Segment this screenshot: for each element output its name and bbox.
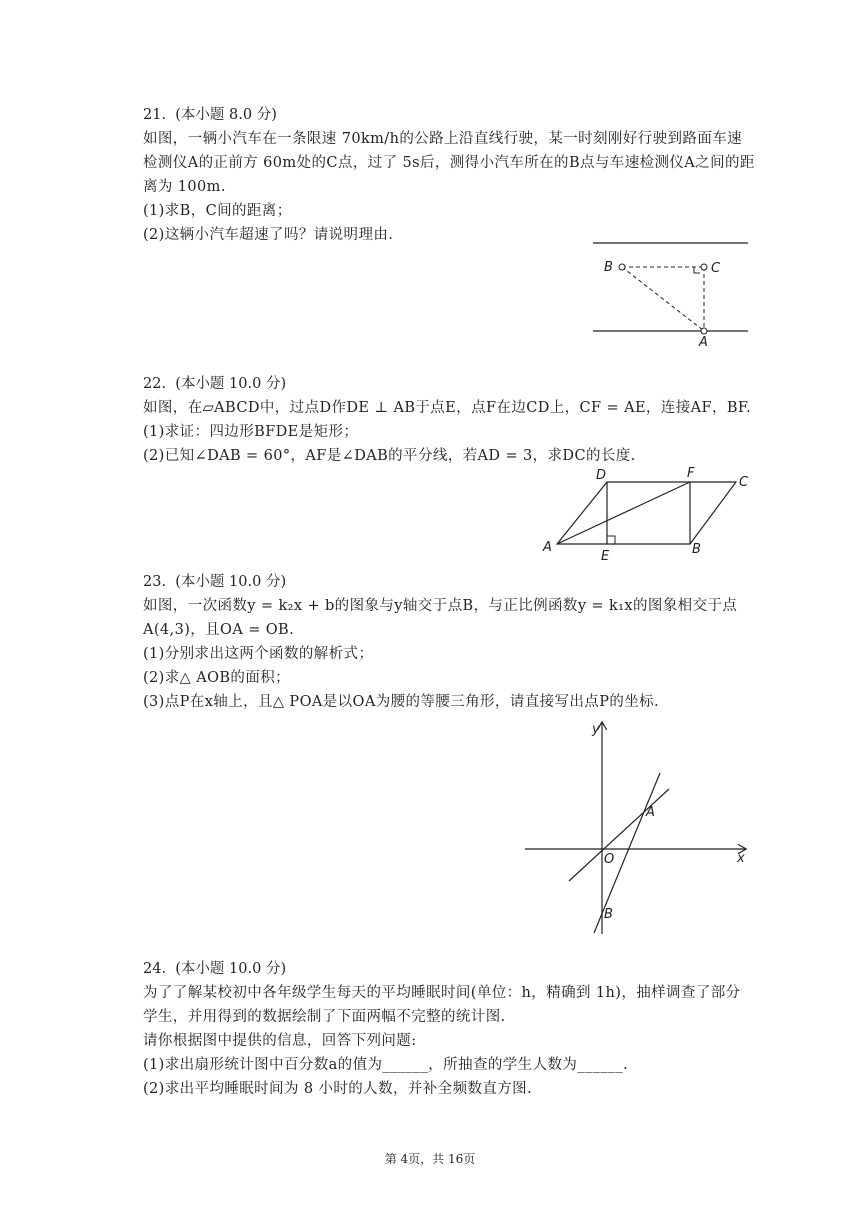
problem-24	[143, 957, 753, 1101]
label-B: B	[692, 542, 701, 557]
page-footer: 第 4页，共 16页	[384, 1152, 476, 1166]
label-A: A	[646, 805, 655, 820]
label-x: x	[737, 851, 745, 866]
problem-23	[143, 570, 753, 714]
problem-text-line: (2)求出平均睡眠时间为 8 小时的人数，并补全频数直方图.	[143, 1081, 533, 1097]
point-A	[701, 328, 707, 334]
problem-header: 21. (本小题 8.0 分)	[143, 107, 277, 123]
problem-text-line: 为了了解某校初中各年级学生每天的平均睡眠时间(单位：h，精确到 1h)，抽样调查了部分	[143, 985, 741, 1001]
problem-text-line: (3)点P在x轴上，且△ POA是以OA为腰的等腰三角形，请直接写出点P的坐标.	[143, 694, 660, 710]
label-B: B	[604, 260, 613, 275]
label-A: A	[699, 335, 708, 348]
segment-BA	[622, 267, 704, 331]
problem-header: 23. (本小题 10.0 分)	[143, 574, 287, 590]
problem-text-line: 请你根据图中提供的信息，回答下列问题:	[143, 1033, 417, 1049]
figure-road-speed-detector	[590, 236, 752, 348]
problem-header: 24. (本小题 10.0 分)	[143, 961, 287, 977]
point-C	[701, 264, 707, 270]
label-A: A	[543, 540, 552, 555]
label-C: C	[739, 475, 749, 490]
figure-coordinate-graph	[520, 718, 752, 936]
label-B: B	[604, 907, 613, 922]
parallelogram-ABCD	[557, 482, 736, 544]
label-E: E	[601, 549, 610, 564]
problem-22	[143, 372, 753, 468]
point-B	[619, 264, 625, 270]
segment-AF	[557, 482, 690, 544]
problem-text-line: (1)求出扇形统计图中百分数a的值为______，所抽查的学生人数为______.	[143, 1057, 629, 1073]
label-y: y	[592, 722, 600, 737]
label-F: F	[687, 466, 695, 481]
problem-text-line: (1)求证：四边形BFDE是矩形；	[143, 424, 359, 440]
problem-text-line: (2)这辆小汽车超速了吗？请说明理由.	[143, 227, 394, 243]
line-y-k1x	[569, 789, 669, 881]
problem-text-line: (1)分别求出这两个函数的解析式；	[143, 646, 374, 662]
problem-text-line: A(4,3)，且OA = OB.	[143, 622, 295, 638]
problem-text-line: (2)求△ AOB的面积；	[143, 670, 291, 686]
problem-text-line: 学生，并用得到的数据绘制了下面两幅不完整的统计图.	[143, 1009, 506, 1025]
problem-text-line: 如图，一次函数y = k₂x + b的图象与y轴交于点B，与正比例函数y = k₁x的图象相交于点	[143, 598, 738, 614]
right-angle-mark	[607, 536, 615, 544]
right-angle-mark	[694, 267, 700, 273]
problem-text-line: 如图，在▱ABCD中，过点D作DE ⊥ AB于点E，点F在边CD上，CF = AE，连接AF，BF.	[143, 400, 752, 416]
problem-text-line: 检测仪A的正前方 60m处的C点，过了 5s后，测得小汽车所在的B点与车速检测仪A之间的距	[143, 155, 755, 171]
problem-text-line: 离为 100m.	[143, 179, 226, 195]
label-D: D	[596, 468, 607, 483]
label-C: C	[711, 261, 721, 276]
label-O: O	[604, 852, 615, 867]
problem-text-line: 如图，一辆小汽车在一条限速 70km/h的公路上沿直线行驶，某一时刻刚好行驶到路面车速	[143, 131, 743, 147]
figure-parallelogram	[538, 462, 760, 566]
problem-text-line: (1)求B，C间的距离；	[143, 203, 292, 219]
problem-21	[143, 103, 753, 247]
problem-text-line: (2)已知∠DAB = 60°，AF是∠DAB的平分线，若AD = 3，求DC的长度.	[143, 448, 636, 464]
problem-header: 22. (本小题 10.0 分)	[143, 376, 287, 392]
